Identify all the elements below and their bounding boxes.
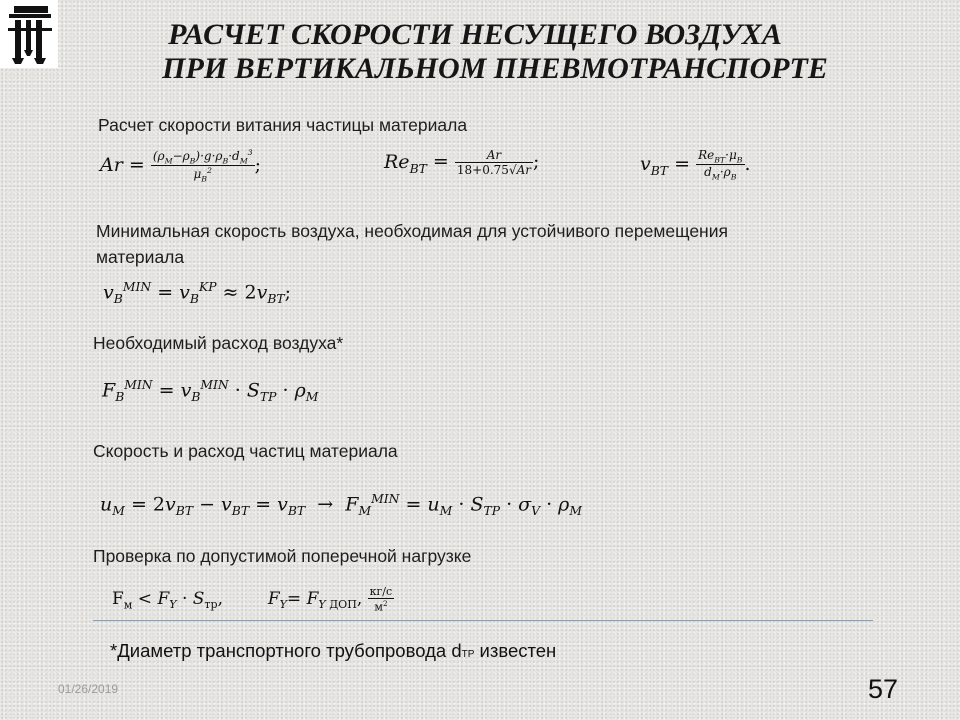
footnote-prefix: *Диаметр транспортного трубопровода d xyxy=(110,640,462,661)
heading-load-check: Проверка по допустимой поперечной нагрузке xyxy=(93,546,472,566)
heading-particle-velocity-flow: Скорость и расход частиц материала xyxy=(93,441,398,461)
slide-date: 01/26/2019 xyxy=(58,682,119,696)
formula-reynolds: $Re_{BT}$ = $\frac{Ar}{18+0.75√Ar}$ ; xyxy=(384,148,540,177)
heading-minimum-air-velocity xyxy=(96,218,728,270)
heading-air-flow: Необходимый расход воздуха* xyxy=(93,333,344,353)
footnote-subscript: ТР xyxy=(461,649,475,660)
slide-number: 57 xyxy=(868,674,899,704)
formula-particle-velocity-flow: $u_M = 2v_{BT} - v_{BT} = v_{BT} \to F_M^{MIN} = u_M \cdot S_{TP} \cdot \sigma_V \cdot \rho_M$ xyxy=(100,492,582,519)
divider-line xyxy=(93,620,873,621)
title-line-2: ПРИ ВЕРТИКАЛЬНОМ ПНЕВМОТРАНСПОРТЕ xyxy=(162,52,828,85)
formula-settling-velocity: $v_{BT}$ = $\frac{Re_{BT}\cdot\mu_B}{d_M\cdot\rho_B}$ . xyxy=(640,148,751,182)
title-line-1: РАСЧЕТ СКОРОСТИ НЕСУЩЕГО ВОЗДУХА xyxy=(168,18,782,51)
heading-minimum-air-velocity-line-2: материала xyxy=(96,247,185,267)
university-logo xyxy=(0,0,58,68)
footnote xyxy=(110,640,556,662)
footnote-suffix: известен xyxy=(474,640,557,661)
formula-archimedes: Ar = $\frac{(\rho_M-\rho_B)\cdot g\cdot\rho_B\cdot d_M^3}{\mu_B^2}$ ; xyxy=(100,148,262,184)
formula-air-flow: $F_B^{MIN} = v_B^{MIN} \cdot S_{TP} \cdot \rho_M$ xyxy=(102,378,319,405)
formula-load-check: $F_м < F_Y \cdot S_{тр}$, $F_Y= F_{Y ДОП}$, $\frac{кг/с}{м^2}$ xyxy=(112,585,393,614)
heading-minimum-air-velocity-line-1: Минимальная скорость воздуха, необходимая для устойчивого перемещения xyxy=(96,221,728,241)
formula-min-air-velocity: $v_B^{MIN} = v_B^{KP} \approx 2v_{BT}$; xyxy=(103,280,292,307)
slide-title xyxy=(100,18,860,86)
heading-settling-velocity: Расчет скорости витания частицы материала xyxy=(98,115,468,135)
